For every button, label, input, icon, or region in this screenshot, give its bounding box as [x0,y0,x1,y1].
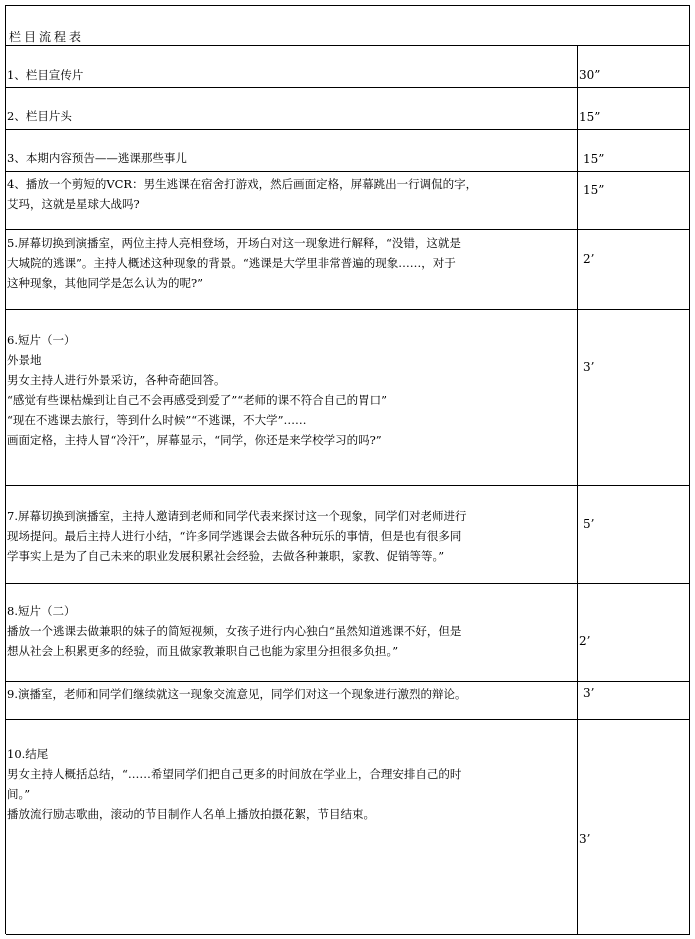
content-line: 8.短片（二） [7,604,76,618]
duration-cell [578,682,690,719]
table-title-row [6,6,690,46]
table-row [6,88,690,130]
duration-value: 5’ [583,517,595,531]
duration-value: 2’ [579,634,591,648]
duration-value: 2’ [583,252,595,266]
content-cell [6,720,578,934]
content-line: 男女主持人概括总结，“……希望同学们把自己更多的时间放在学业上，合理安排自己的时 [7,767,462,781]
table-row [6,172,690,230]
content-cell [6,88,578,129]
duration-value: 3’ [579,832,591,846]
table-title: 栏目流程表 [9,30,85,44]
duration-value: 3’ [583,360,595,374]
content-cell [6,130,578,171]
content-line: 1、栏目宣传片 [7,68,84,82]
content-line: 9.演播室，老师和同学们继续就这一现象交流意见，同学们对这一个现象进行激烈的辩论。 [7,687,467,701]
duration-value: 15” [583,183,605,197]
content-line: 7.屏幕切换到演播室，主持人邀请到老师和同学代表来探讨这一个现象，同学们对老师进行 [7,509,467,523]
content-line: 大城院的逃课”。主持人概述这种现象的背景。“逃课是大学里非常普遍的现象……，对于 [7,256,456,270]
content-line: 学事实上是为了自己未来的职业发展积累社会经验，去做各种兼职，家教、促销等等。” [7,549,445,563]
table-row [6,310,690,486]
content-line: 10.结尾 [7,747,49,761]
content-line: 男女主持人进行外景采访，各种奇葩回答。 [7,373,226,387]
table-row [6,682,690,720]
table-row [6,230,690,310]
content-cell [6,46,578,87]
content-line: 艾玛，这就是星球大战吗? [7,197,140,211]
content-line: 画面定格，主持人冒“冷汗”，屏幕显示，“同学，你还是来学校学习的吗?” [7,433,382,447]
content-cell [6,230,578,309]
duration-cell [578,230,690,309]
content-line: 播放流行励志歌曲，滚动的节目制作人名单上播放拍摄花絮，节目结束。 [7,807,375,821]
duration-cell [578,172,690,229]
content-line: 6.短片（一） [7,333,76,347]
content-line: 现场提问。最后主持人进行小结，“许多同学逃课会去做各种玩乐的事情，但是也有很多同 [7,529,462,543]
duration-cell [578,486,690,583]
table-row [6,486,690,584]
duration-cell [578,584,690,681]
duration-value: 15” [583,152,605,166]
duration-cell [578,720,690,934]
content-line: 想从社会上积累更多的经验，而且做家教兼职自己也能为家里分担很多负担。” [7,644,399,658]
duration-value: 3’ [583,686,595,700]
content-line: 播放一个逃课去做兼职的妹子的简短视频，女孩子进行内心独白“虽然知道逃课不好，但是 [7,624,462,638]
table-row [6,130,690,172]
content-cell [6,172,578,229]
content-line: 间。” [7,787,31,801]
content-cell [6,310,578,485]
content-line: 5.屏幕切换到演播室，两位主持人亮相登场，开场白对这一现象进行解释，“没错，这就是 [7,236,461,250]
content-line: “现在不逃课去旅行，等到什么时候”“不逃课，不大学”…… [7,413,307,427]
program-flow-table [5,5,690,934]
content-line: “感觉有些课枯燥到让自己不会再感受到爱了”“老师的课不符合自己的胃口” [7,393,388,407]
duration-cell [578,46,690,87]
duration-value: 30” [579,68,601,82]
content-line: 2、栏目片头 [7,109,72,123]
content-cell [6,584,578,681]
content-cell [6,682,578,719]
table-row [6,584,690,682]
content-line: 这种现象，其他同学是怎么认为的呢?” [7,276,204,290]
content-line: 外景地 [7,353,42,367]
duration-cell [578,88,690,129]
content-cell [6,486,578,583]
table-row [6,720,690,935]
duration-cell [578,130,690,171]
table-row [6,46,690,88]
duration-cell [578,310,690,485]
duration-value: 15” [579,110,601,124]
content-line: 3、本期内容预告——逃课那些事儿 [7,151,187,165]
content-line: 4、播放一个剪短的VCR：男生逃课在宿舍打游戏，然后画面定格，屏幕跳出一行调侃的字， [7,177,478,191]
